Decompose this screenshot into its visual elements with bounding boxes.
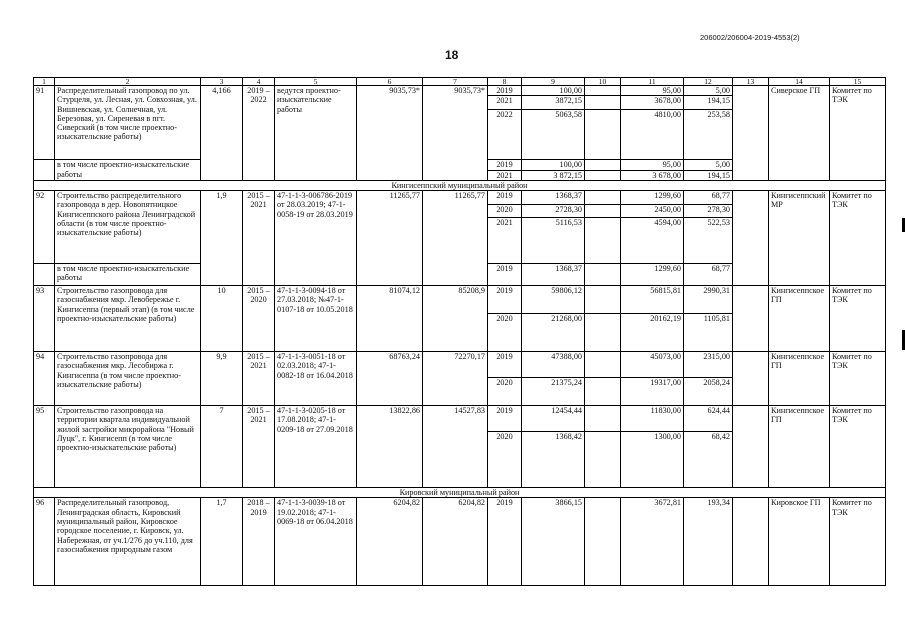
total-amount: 5063,58 bbox=[522, 110, 585, 160]
section-row bbox=[34, 488, 886, 498]
total-amount: 21268,00 bbox=[522, 314, 585, 352]
empty-cell bbox=[585, 170, 621, 180]
committee: Комитет по ТЭК bbox=[830, 286, 886, 352]
length: 7 bbox=[201, 406, 243, 488]
local-amount: 522,53 bbox=[684, 218, 733, 264]
municipality: Кингисеппское ГП bbox=[769, 286, 830, 352]
year: 2019 bbox=[488, 352, 522, 378]
column-number: 6 bbox=[357, 78, 423, 86]
empty-cell bbox=[34, 264, 55, 286]
regional-amount: 3 678,00 bbox=[621, 170, 684, 180]
local-amount: 194,15 bbox=[684, 170, 733, 180]
period: 2018 – 2019 bbox=[243, 498, 275, 586]
column-number: 9 bbox=[522, 78, 585, 86]
object-name: Распределительный газопровод по ул. Стурцеля, ул. Лесная, ул. Совхозная, ул. Вишневская, ул. Солнечная, ул. Березовая, ул. Сиреневая в пгт. Сиверский (в том числе проектно-изыскательские работы) bbox=[55, 86, 201, 160]
regional-amount: 4810,00 bbox=[621, 110, 684, 160]
year: 2020 bbox=[488, 205, 522, 218]
year: 2019 bbox=[488, 191, 522, 205]
year: 2020 bbox=[488, 432, 522, 488]
column-number: 14 bbox=[769, 78, 830, 86]
empty-cell bbox=[585, 205, 621, 218]
column-number: 12 bbox=[684, 78, 733, 86]
empty-cell bbox=[585, 96, 621, 110]
local-amount: 193,34 bbox=[684, 498, 733, 586]
total-amount: 12454,44 bbox=[522, 406, 585, 432]
year: 2019 bbox=[488, 264, 522, 286]
municipality: Кировское ГП bbox=[769, 498, 830, 586]
regional-amount: 95,00 bbox=[621, 160, 684, 170]
current-cost: 72270,17 bbox=[423, 352, 488, 406]
total-amount: 47388,00 bbox=[522, 352, 585, 378]
row-number: 93 bbox=[34, 286, 55, 352]
total-amount: 1368,37 bbox=[522, 264, 585, 286]
total-amount: 59806,12 bbox=[522, 286, 585, 314]
estimated-cost: 68763,24 bbox=[357, 352, 423, 406]
permit-docs: 47-1-1-3-0051-18 от 02.03.2018; 47-1-0082-18 от 16.04.2018 bbox=[275, 352, 357, 406]
total-amount: 2728,30 bbox=[522, 205, 585, 218]
permit-docs: ведутся проектно-изыскательские работы bbox=[275, 86, 357, 181]
local-amount: 194,15 bbox=[684, 96, 733, 110]
total-amount: 3 872,15 bbox=[522, 170, 585, 180]
object-name: Строительство газопровода для газоснабжения мкр. Лесобиржа г. Кингисеппа (в том числе проектно-изыскательские работы) bbox=[55, 352, 201, 406]
column-number: 13 bbox=[733, 78, 769, 86]
year: 2022 bbox=[488, 110, 522, 160]
local-amount: 624,44 bbox=[684, 406, 733, 432]
program-table bbox=[33, 77, 886, 586]
local-amount: 5,00 bbox=[684, 86, 733, 96]
column-number-row bbox=[34, 78, 886, 86]
local-amount: 68,77 bbox=[684, 264, 733, 286]
period: 2015 – 2020 bbox=[243, 286, 275, 352]
empty-cell bbox=[585, 110, 621, 160]
regional-amount: 11830,00 bbox=[621, 406, 684, 432]
committee: Комитет по ТЭК bbox=[830, 86, 886, 181]
local-amount: 253,58 bbox=[684, 110, 733, 160]
regional-amount: 1299,60 bbox=[621, 264, 684, 286]
total-amount: 5116,53 bbox=[522, 218, 585, 264]
regional-amount: 2450,00 bbox=[621, 205, 684, 218]
estimated-cost: 9035,73* bbox=[357, 86, 423, 181]
estimated-cost: 13822,86 bbox=[357, 406, 423, 488]
total-amount: 3872,15 bbox=[522, 96, 585, 110]
local-amount: 68,77 bbox=[684, 191, 733, 205]
current-cost: 14527,83 bbox=[423, 406, 488, 488]
municipality: Кингисеппское ГП bbox=[769, 406, 830, 488]
row-number: 92 bbox=[34, 191, 55, 264]
column-number: 15 bbox=[830, 78, 886, 86]
period: 2019 – 2022 bbox=[243, 86, 275, 181]
table-row bbox=[34, 286, 886, 314]
table-row bbox=[34, 86, 886, 96]
row-number: 91 bbox=[34, 86, 55, 160]
column-number: 2 bbox=[55, 78, 201, 86]
committee: Комитет по ТЭК bbox=[830, 406, 886, 488]
regional-amount: 19317,00 bbox=[621, 378, 684, 406]
total-amount: 3866,15 bbox=[522, 498, 585, 586]
estimated-cost: 81074,12 bbox=[357, 286, 423, 352]
length: 4,166 bbox=[201, 86, 243, 181]
table-row bbox=[34, 406, 886, 432]
committee: Комитет по ТЭК bbox=[830, 498, 886, 586]
column-number: 1 bbox=[34, 78, 55, 86]
length: 10 bbox=[201, 286, 243, 352]
row-number: 95 bbox=[34, 406, 55, 488]
empty-cell bbox=[585, 314, 621, 352]
object-name: Строительство распределительного газопровода в дер. Новопятницкое Кингисеппского района Ленинградской области (в том числе проектно-изыскательские работы) bbox=[55, 191, 201, 264]
section-title: Кировский муниципальный район bbox=[34, 488, 886, 498]
total-amount: 1368,42 bbox=[522, 432, 585, 488]
period: 2015 – 2021 bbox=[243, 406, 275, 488]
total-amount: 100,00 bbox=[522, 86, 585, 96]
year: 2019 bbox=[488, 160, 522, 170]
committee: Комитет по ТЭК bbox=[830, 352, 886, 406]
column-number: 8 bbox=[488, 78, 522, 86]
empty-cell bbox=[733, 498, 769, 586]
subtotal-label: в том числе проектно-изыскательские работы bbox=[55, 160, 201, 181]
empty-cell bbox=[585, 218, 621, 264]
year: 2021 bbox=[488, 170, 522, 180]
year: 2019 bbox=[488, 406, 522, 432]
length: 1,7 bbox=[201, 498, 243, 586]
empty-cell bbox=[585, 286, 621, 314]
column-number: 4 bbox=[243, 78, 275, 86]
permit-docs: 47-1-1-3-0205-18 от 17.08.2018; 47-1-0209-18 от 27.09.2018 bbox=[275, 406, 357, 488]
regional-amount: 3672,81 bbox=[621, 498, 684, 586]
empty-cell bbox=[733, 86, 769, 181]
page-number: 18 bbox=[445, 48, 459, 62]
section-title: Кингисеппский муниципальный район bbox=[34, 180, 886, 190]
year: 2021 bbox=[488, 96, 522, 110]
column-number: 7 bbox=[423, 78, 488, 86]
local-amount: 5,00 bbox=[684, 160, 733, 170]
empty-cell bbox=[585, 86, 621, 96]
period: 2015 – 2021 bbox=[243, 191, 275, 286]
year: 2020 bbox=[488, 314, 522, 352]
regional-amount: 1300,00 bbox=[621, 432, 684, 488]
empty-cell bbox=[733, 191, 769, 286]
regional-amount: 56815,81 bbox=[621, 286, 684, 314]
empty-cell bbox=[585, 432, 621, 488]
municipality: Кингисеппское ГП bbox=[769, 352, 830, 406]
current-cost: 11265,77 bbox=[423, 191, 488, 286]
empty-cell bbox=[585, 160, 621, 170]
column-number: 11 bbox=[621, 78, 684, 86]
empty-cell bbox=[585, 264, 621, 286]
empty-cell bbox=[34, 160, 55, 181]
year: 2019 bbox=[488, 498, 522, 586]
regional-amount: 4594,00 bbox=[621, 218, 684, 264]
empty-cell bbox=[733, 406, 769, 488]
regional-amount: 95,00 bbox=[621, 86, 684, 96]
local-amount: 68,42 bbox=[684, 432, 733, 488]
table-row bbox=[34, 191, 886, 205]
period: 2015 – 2021 bbox=[243, 352, 275, 406]
local-amount: 1105,81 bbox=[684, 314, 733, 352]
permit-docs: 47-1-1-3-0094-18 от 27.03.2018; №47-1-0107-18 от 10.05.2018 bbox=[275, 286, 357, 352]
object-name: Распределительный газопровод, Ленинградская область, Кировский муниципальный район, Кировское городское поселение, г. Кировск, ул. Набережная, от уч.1/276 до уч.110, для газоснабжения природным газом bbox=[55, 498, 201, 586]
regional-amount: 3678,00 bbox=[621, 96, 684, 110]
current-cost: 6204,82 bbox=[423, 498, 488, 586]
municipality: Сиверское ГП bbox=[769, 86, 830, 181]
regional-amount: 20162,19 bbox=[621, 314, 684, 352]
estimated-cost: 6204,82 bbox=[357, 498, 423, 586]
total-amount: 1368,37 bbox=[522, 191, 585, 205]
year: 2019 bbox=[488, 286, 522, 314]
empty-cell bbox=[733, 286, 769, 352]
row-number: 96 bbox=[34, 498, 55, 586]
current-cost: 85208,9 bbox=[423, 286, 488, 352]
length: 9,9 bbox=[201, 352, 243, 406]
permit-docs: 47-1-1-3-0039-18 от 19.02.2018; 47-1-0069-18 от 06.04.2018 bbox=[275, 498, 357, 586]
empty-cell bbox=[585, 378, 621, 406]
committee: Комитет по ТЭК bbox=[830, 191, 886, 286]
empty-cell bbox=[585, 406, 621, 432]
permit-docs: 47-1-1-3-006786-2019 от 28.03.2019; 47-1-0058-19 от 28.03.2019 bbox=[275, 191, 357, 286]
municipality: Кингисеппский МР bbox=[769, 191, 830, 286]
current-cost: 9035,73* bbox=[423, 86, 488, 181]
object-name: Строительство газопровода на территории квартала индивидуальной жилой застройки микрорайона "Новый Луцк", г. Кингисепп (в том числе проектно-изыскательские работы) bbox=[55, 406, 201, 488]
subtotal-label: в том числе проектно-изыскательские работы bbox=[55, 264, 201, 286]
section-row bbox=[34, 180, 886, 190]
year: 2021 bbox=[488, 218, 522, 264]
table-row bbox=[34, 352, 886, 378]
empty-cell bbox=[585, 191, 621, 205]
regional-amount: 45073,00 bbox=[621, 352, 684, 378]
empty-cell bbox=[585, 352, 621, 378]
local-amount: 278,30 bbox=[684, 205, 733, 218]
object-name: Строительство газопровода для газоснабжения мкр. Левобережье г. Кингисеппа (первый этап) (в том числе проектно-изыскательские работы) bbox=[55, 286, 201, 352]
empty-cell bbox=[733, 352, 769, 406]
column-number: 5 bbox=[275, 78, 357, 86]
year: 2020 bbox=[488, 378, 522, 406]
total-amount: 100,00 bbox=[522, 160, 585, 170]
length: 1,9 bbox=[201, 191, 243, 286]
document-number: 206002/206004-2019-4553(2) bbox=[700, 33, 800, 42]
regional-amount: 1299,60 bbox=[621, 191, 684, 205]
empty-cell bbox=[585, 498, 621, 586]
year: 2019 bbox=[488, 86, 522, 96]
column-number: 10 bbox=[585, 78, 621, 86]
row-number: 94 bbox=[34, 352, 55, 406]
local-amount: 2990,31 bbox=[684, 286, 733, 314]
table-row bbox=[34, 498, 886, 586]
estimated-cost: 11265,77 bbox=[357, 191, 423, 286]
local-amount: 2058,24 bbox=[684, 378, 733, 406]
total-amount: 21375,24 bbox=[522, 378, 585, 406]
column-number: 3 bbox=[201, 78, 243, 86]
local-amount: 2315,00 bbox=[684, 352, 733, 378]
